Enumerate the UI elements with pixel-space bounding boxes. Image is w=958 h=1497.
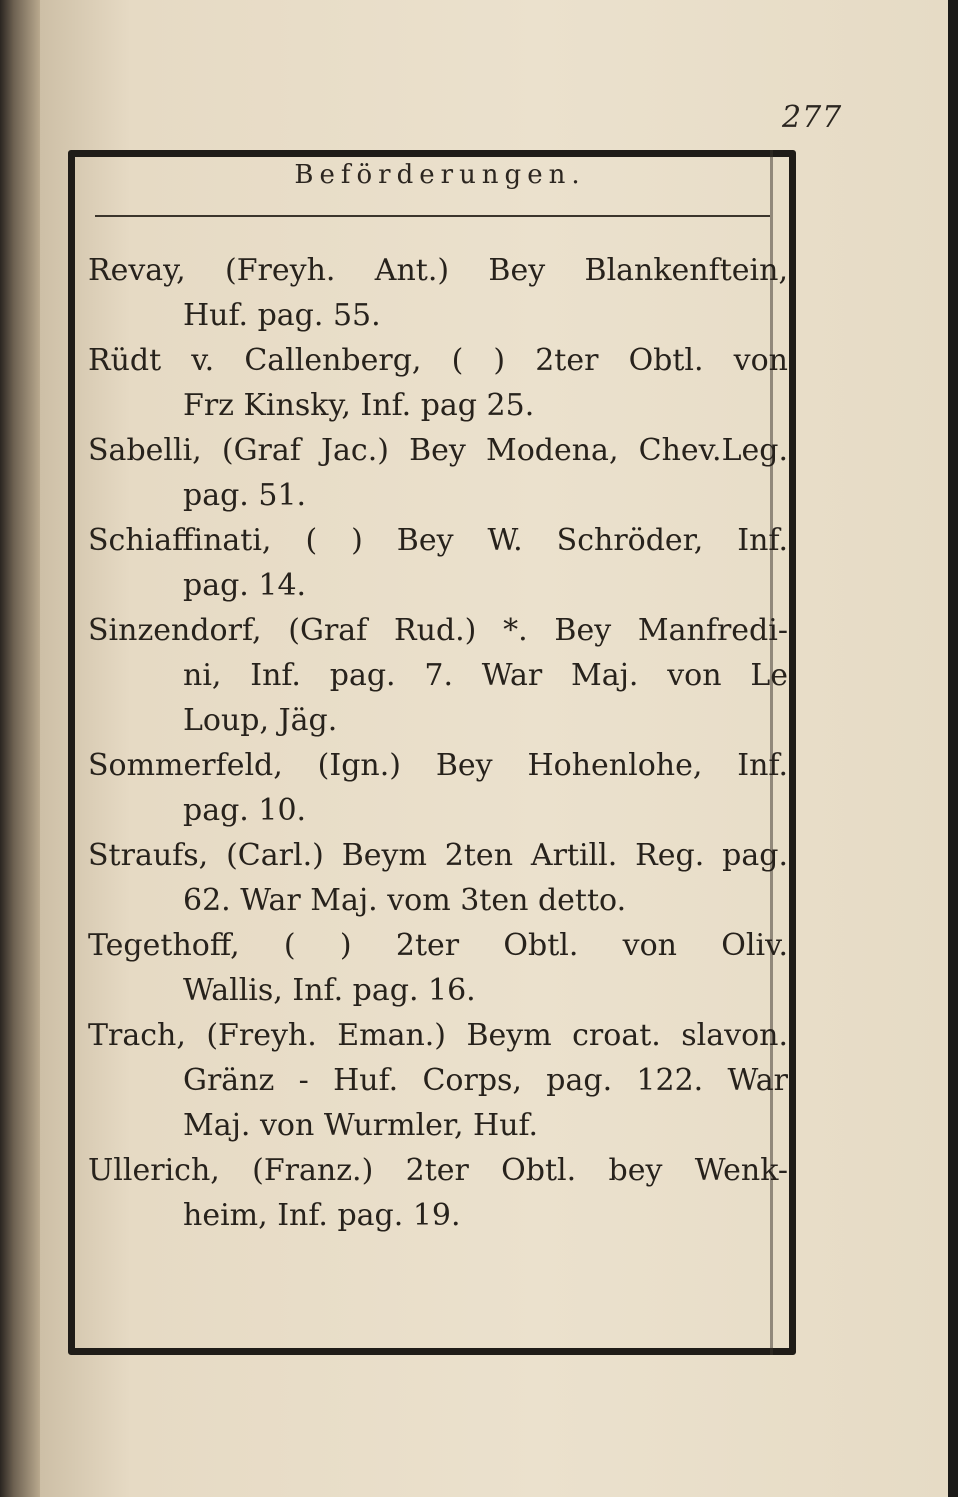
entry-continuation: Loup, Jäg. bbox=[183, 703, 338, 738]
entry-continuation: pag. 10. bbox=[183, 793, 307, 828]
list-item bbox=[88, 923, 788, 1013]
entry-continuation: Maj. von Wurmler, Huf. bbox=[183, 1108, 539, 1143]
list-item bbox=[88, 248, 788, 338]
entry-headline: Ullerich, (Franz.) 2ter Obtl. bey Wenk- bbox=[88, 1153, 788, 1188]
list-item bbox=[88, 743, 788, 833]
section-heading: Beförderungen. bbox=[294, 160, 586, 190]
entry-continuation: Frz Kinsky, Inf. pag 25. bbox=[183, 388, 535, 423]
entry-headline: Schiaffinati, ( ) Bey W. Schröder, Inf. bbox=[88, 523, 788, 558]
entry-headline: Revay, (Freyh. Ant.) Bey Blankenftein, bbox=[88, 253, 788, 288]
entry-continuation: Huf. pag. 55. bbox=[183, 298, 381, 333]
page-number: 277 bbox=[782, 100, 843, 135]
entry-headline: Tegethoff, ( ) 2ter Obtl. von Oliv. bbox=[88, 928, 788, 963]
list-item bbox=[88, 518, 788, 608]
promotion-list bbox=[88, 248, 788, 1238]
entry-headline: Straufs, (Carl.) Beym 2ten Artill. Reg. pag. bbox=[88, 838, 788, 873]
entry-continuation: 62. War Maj. vom 3ten detto. bbox=[183, 883, 627, 918]
heading-rule bbox=[95, 215, 770, 217]
entry-continuation: pag. 51. bbox=[183, 478, 307, 513]
entry-continuation: ni, Inf. pag. 7. War Maj. von Le bbox=[183, 658, 788, 693]
list-item bbox=[88, 1148, 788, 1238]
entry-continuation: heim, Inf. pag. 19. bbox=[183, 1198, 461, 1233]
list-item bbox=[88, 428, 788, 518]
list-item bbox=[88, 1013, 788, 1148]
entry-continuation: Wallis, Inf. pag. 16. bbox=[183, 973, 476, 1008]
entry-headline: Sabelli, (Graf Jac.) Bey Modena, Chev.Leg. bbox=[88, 433, 788, 468]
list-item bbox=[88, 833, 788, 923]
book-spine bbox=[0, 0, 40, 1497]
entry-continuation: Gränz - Huf. Corps, pag. 122. War bbox=[183, 1063, 788, 1098]
entry-headline: Trach, (Freyh. Eman.) Beym croat. slavon. bbox=[88, 1018, 788, 1053]
entry-headline: Sinzendorf, (Graf Rud.) *. Bey Manfredi- bbox=[88, 613, 788, 648]
entry-continuation: pag. 14. bbox=[183, 568, 307, 603]
list-item bbox=[88, 338, 788, 428]
list-item bbox=[88, 608, 788, 743]
entry-headline: Rüdt v. Callenberg, ( ) 2ter Obtl. von bbox=[88, 343, 788, 378]
entry-headline: Sommerfeld, (Ign.) Bey Hohenlohe, Inf. bbox=[88, 748, 788, 783]
